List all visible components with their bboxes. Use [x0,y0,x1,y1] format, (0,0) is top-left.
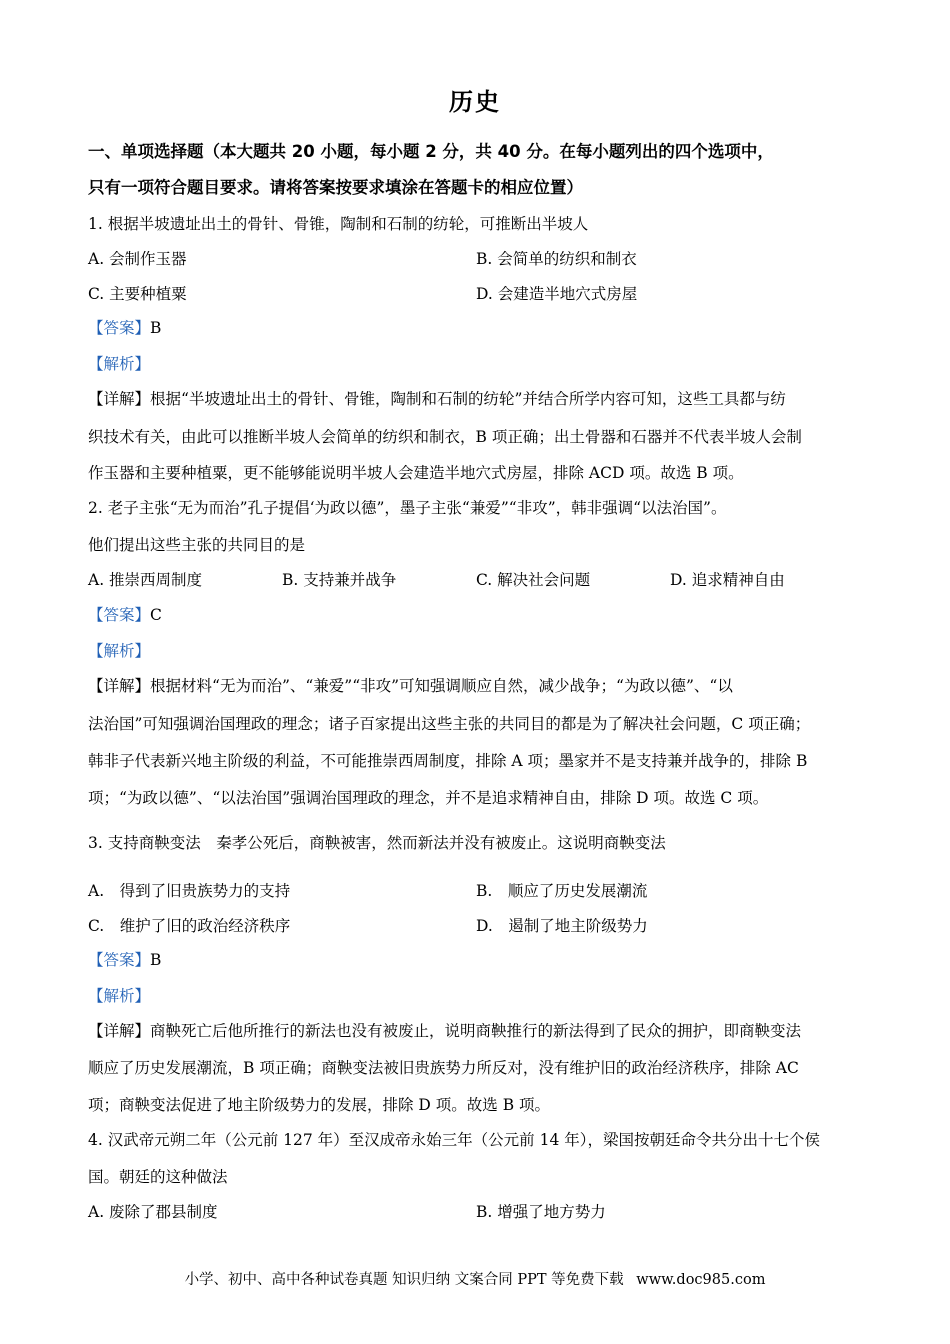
q2-detail-line-2: 法治国”可知强调治国理政的理念；诸子百家提出这些主张的共同目的都是为了解决社会问题，C 项正确； [88,715,811,733]
q1-option-c: C. 主要种植粟 [88,285,187,303]
q3-detail-line-2: 顺应了历史发展潮流，B 项正确；商鞅变法被旧贵族势力所反对，没有维护旧的政治经济秩序，排除 AC [88,1059,799,1077]
q1-option-b: B. 会简单的纺织和制衣 [476,250,637,268]
q3-option-c: C. 维护了旧的政治经济秩序 [88,917,291,935]
q3-option-d: D. 遏制了地主阶级势力 [476,917,648,935]
q1-analysis-tag: 【解析】 [88,355,151,373]
q2-option-b: B. 支持兼并战争 [282,571,397,589]
section-heading-line-1: 一、单项选择题（本大题共 20 小题，每小题 2 分，共 40 分。在每小题列出的四个选项中， [88,142,774,161]
question-2-stem-line-2: 他们提出这些主张的共同目的是 [88,536,306,554]
q1-option-a: A. 会制作玉器 [88,250,187,268]
detail-tag: 【详解】 [88,390,151,408]
question-4-stem-line-2: 国。朝廷的这种做法 [88,1168,228,1186]
q3-answer: 【答案】B [88,951,162,969]
answer-tag: 【答案】 [88,319,151,337]
q1-detail-line-2: 织技术有关，由此可以推断半坡人会简单的纺织和制衣，B 项正确；出土骨器和石器并不代表半坡人会制 [88,428,802,446]
question-4-stem-line-1: 4. 汉武帝元朔二年（公元前 127 年）至汉成帝永始三年（公元前 14 年），梁国按朝廷命令共分出十七个侯 [88,1131,820,1149]
question-3-stem: 3. 支持商鞅变法 秦孝公死后，商鞅被害，然而新法并没有被废止。这说明商鞅变法 [88,834,666,852]
q1-answer [88,317,161,339]
q1-option-d: D. 会建造半地穴式房屋 [476,285,638,303]
q2-option-c: C. 解决社会问题 [476,571,591,589]
q4-option-b: B. 增强了地方势力 [476,1203,606,1221]
q1-answer-value: B [150,319,162,337]
q2-answer: 【答案】C [88,606,162,624]
q1-detail-line-3: 作玉器和主要种植粟，更不能够能说明半坡人会建造半地穴式房屋，排除 ACD 项。故选 B 项。 [88,464,744,482]
q2-option-a: A. 推崇西周制度 [88,571,203,589]
question-1-stem: 1. 根据半坡遗址出土的骨针、骨锥，陶制和石制的纺轮，可推断出半坡人 [88,215,589,233]
q2-detail-line-4: 项；“为政以德”、“以法治国”强调治国理政的理念，并不是追求精神自由，排除 D 项。故选 C 项。 [88,789,769,807]
q2-detail-line-3: 韩非子代表新兴地主阶级的利益，不可能推崇西周制度，排除 A 项；墨家并不是支持兼并战争的，排除 B [88,752,808,770]
q3-detail-line-1: 【详解】商鞅死亡后他所推行的新法也没有被废止，说明商鞅推行的新法得到了民众的拥护，即商鞅变法 [88,1022,802,1040]
q2-answer-value: C [150,606,162,624]
page-title: 历史 [449,88,501,116]
section-heading-line-2: 只有一项符合题目要求。请将答案按要求填涂在答题卡的相应位置） [88,178,583,197]
q3-detail-line-3: 项；商鞅变法促进了地主阶级势力的发展，排除 D 项。故选 B 项。 [88,1096,551,1114]
q3-answer-value: B [150,951,162,969]
q3-option-b: B. 顺应了历史发展潮流 [476,882,648,900]
q2-option-d: D. 追求精神自由 [670,571,785,589]
footer-url[interactable]: www.doc985.com [636,1272,766,1288]
q1-detail-line-1: 【详解】根据“半坡遗址出土的骨针、骨锥，陶制和石制的纺轮”并结合所学内容可知，这些工具都与纺 [88,390,786,408]
footer-text: 小学、初中、高中各种试卷真题 知识归纳 文案合同 PPT 等免费下载 [184,1272,624,1288]
q3-option-a: A. 得到了旧贵族势力的支持 [88,882,291,900]
q3-analysis-tag: 【解析】 [88,987,151,1005]
q2-detail-line-1: 【详解】根据材料“无为而治”、“兼爱”“非攻”可知强调顺应自然，减少战争；“为政以德”、“以 [88,677,733,695]
q4-option-a: A. 废除了郡县制度 [88,1203,218,1221]
q2-analysis-tag: 【解析】 [88,642,151,660]
question-2-stem-line-1: 2. 老子主张“无为而治”孔子提倡‘为政以德”，墨子主张“兼爱”“非攻”，韩非强调“以法治国”。 [88,499,727,517]
page-footer [0,1268,950,1289]
